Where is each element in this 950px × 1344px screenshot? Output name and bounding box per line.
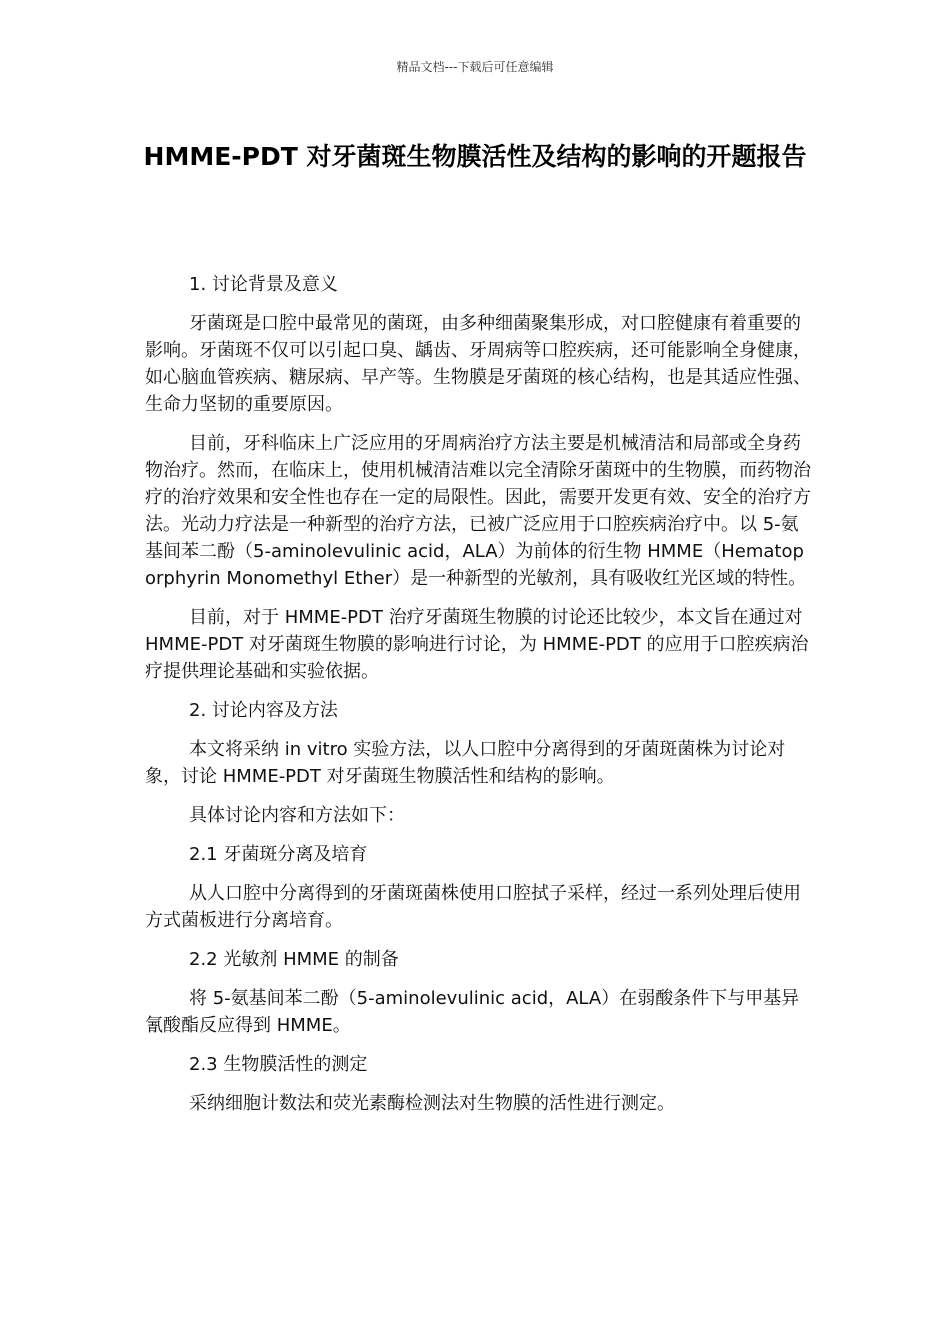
paragraph-purpose: 目前，对于 HMME-PDT 治疗牙菌斑生物膜的讨论还比较少，本文旨在通过对 HMME-PDT 对牙菌斑生物膜的影响进行讨论，为 HMME-PDT 的应用于口腔疾病治疗提供理论基础和实验依据。 — [145, 607, 809, 682]
method-intro-line: 具体讨论内容和方法如下： — [189, 805, 405, 826]
paragraph-isolation: 从人口腔中分离得到的牙菌斑菌株使用口腔拭子采样，经过一系列处理后使用方式菌板进行分离培育。 — [145, 883, 801, 931]
subsection-heading-2-2: 2.2 光敏剂 HMME 的制备 — [189, 949, 399, 970]
subsection-heading-2-1: 2.1 牙菌斑分离及培育 — [189, 844, 368, 865]
paragraph-method-overview: 本文将采纳 in vitro 实验方法，以人口腔中分离得到的牙菌斑菌株为讨论对象，讨论 HMME-PDT 对牙菌斑生物膜活性和结构的影响。 — [145, 739, 786, 787]
document-title: HMME-PDT 对牙菌斑生物膜活性及结构的影响的开题报告 — [143, 142, 807, 171]
page-header: 精品文档---下载后可任意编辑 — [396, 60, 554, 74]
section-heading-2: 2. 讨论内容及方法 — [189, 700, 338, 721]
paragraph-background: 牙菌斑是口腔中最常见的菌斑，由多种细菌聚集形成，对口腔健康有着重要的影响。牙菌斑不仅可以引起口臭、龋齿、牙周病等口腔疾病，还可能影响全身健康，如心脑血管疾病、糖尿病、早产等。生物膜是牙菌斑的核心结构，也是其适应性强、生命力坚韧的重要原因。 — [145, 313, 811, 415]
paragraph-activity-measurement: 采纳细胞计数法和荧光素酶检测法对生物膜的活性进行测定。 — [189, 1093, 675, 1114]
paragraph-preparation: 将 5-氨基间苯二酚（5-aminolevulinic acid，ALA）在弱酸条件下与甲基异氰酸酯反应得到 HMME。 — [145, 988, 800, 1036]
paragraph-treatment: 目前，牙科临床上广泛应用的牙周病治疗方法主要是机械清洁和局部或全身药物治疗。然而，在临床上，使用机械清洁难以完全清除牙菌斑中的生物膜，而药物治疗的治疗效果和安全性也存在一定的局限性。因此，需要开发更有效、安全的治疗方法。光动力疗法是一种新型的治疗方法，已被广泛应用于口腔疾病治疗中。以 5-氨基间苯二酚（5-aminolevulinic acid，ALA）为前体的衍生物 HMME（Hematoporphyrin Monomethyl Ether）是一种新型的光敏剂，具有吸收红光区域的特性。 — [145, 433, 811, 589]
document-body — [145, 271, 811, 1129]
section-heading-1: 1. 讨论背景及意义 — [189, 274, 338, 295]
subsection-heading-2-3: 2.3 生物膜活性的测定 — [189, 1054, 368, 1075]
